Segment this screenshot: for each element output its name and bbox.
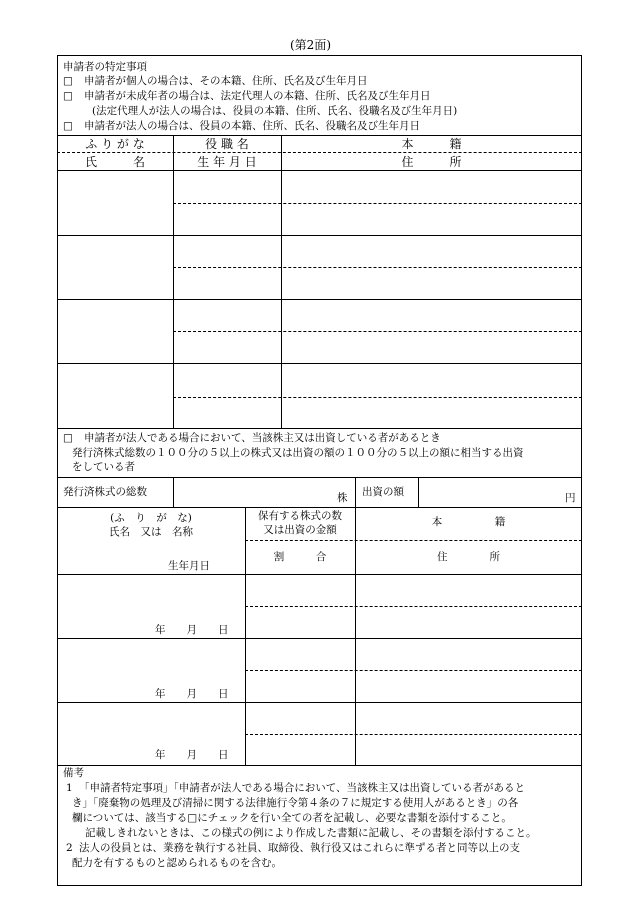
row2-bottom bbox=[57, 299, 582, 300]
note1-line4: 記載しきれないときは、この様式の例により作成した書類に記載し、その書類を添付すること。 bbox=[85, 827, 537, 839]
row4-mid-line bbox=[173, 397, 582, 398]
section2-title: 申請者が法人である場合において、当該株主又は出資している者があるとき bbox=[84, 432, 441, 444]
table1-header-divider bbox=[57, 152, 582, 153]
note1-line2: き」「廃棄物の処理及び清掃に関する法律施行令第４条の７に規定する使用人があるとき」の各 bbox=[72, 797, 519, 809]
table2-bottom bbox=[57, 765, 582, 766]
shares-label-divider bbox=[173, 477, 174, 507]
table2-col-divider-1 bbox=[245, 507, 246, 765]
capital-label: 出資の額 bbox=[362, 486, 404, 498]
item-individual: 申請者が個人の場合は、その本籍、住所、氏名及び生年月日 bbox=[84, 75, 368, 87]
shares-row-top bbox=[57, 477, 582, 478]
shares-unit: 株 bbox=[337, 492, 348, 504]
note2-line1: 法人の役員とは、業務を執行する社員、取締役、執行役又はこれらに準ずる者と同等以上の支 bbox=[79, 842, 520, 854]
checkbox-minor[interactable]: □ bbox=[63, 90, 73, 102]
header2-birth: 生年月日 bbox=[168, 560, 210, 572]
row2-mid-line bbox=[173, 267, 582, 268]
header-jusho: 住 所 bbox=[401, 155, 462, 169]
row2-1-date: 年 月 日 bbox=[155, 624, 229, 636]
item-minor-subnote: (法定代理人が法人の場合は、役員の本籍、住所、氏名、役職名及び生年月日) bbox=[92, 105, 458, 117]
row2-2-mid bbox=[245, 670, 582, 671]
header2-furigana: (ふ り が な) bbox=[110, 512, 192, 524]
header-yakushoku: 役 職 名 bbox=[205, 137, 249, 151]
remarks-title: 備考 bbox=[63, 767, 84, 779]
shares-capital-divider bbox=[355, 477, 356, 507]
table1-col-divider-1 bbox=[173, 135, 174, 428]
note1-line1: 「申請者特定事項」「申請者が法人である場合において、当該株主又は出資している者があると bbox=[79, 782, 526, 794]
header-shimei: 氏 名 bbox=[84, 155, 145, 169]
row1-bottom bbox=[57, 235, 582, 236]
section2-desc-1: 発行済株式総数の１００分の５以上の株式又は出資の額の１００分の５以上の額に相当する出資 bbox=[72, 447, 524, 459]
row2-3-mid bbox=[245, 734, 582, 735]
row2-1-bottom bbox=[57, 638, 582, 639]
table1-col-divider-2 bbox=[281, 135, 282, 428]
row1-mid-line bbox=[173, 203, 582, 204]
table2-col-divider-2 bbox=[355, 507, 356, 765]
row4-bottom bbox=[57, 428, 582, 429]
table2-top-line bbox=[57, 507, 582, 508]
table1-top-line bbox=[57, 135, 582, 136]
page-label: (第2面) bbox=[290, 38, 331, 52]
item-corporation: 申請者が法人の場合は、役員の本籍、住所、氏名、役職名及び生年月日 bbox=[84, 120, 420, 132]
header2-name: 氏名 又は 名称 bbox=[109, 526, 193, 538]
row2-2-bottom bbox=[57, 702, 582, 703]
note2-number: 2 bbox=[66, 842, 73, 854]
header2-holdings-2: 又は出資の金額 bbox=[263, 524, 337, 536]
note1-line3: 欄については、該当する□にチェックを行い全ての者を記載し、必要な書類を添付すること。 bbox=[72, 812, 512, 824]
row2-3-date: 年 月 日 bbox=[155, 749, 229, 761]
table2-header-divider bbox=[245, 540, 582, 541]
row3-mid-line bbox=[173, 331, 582, 332]
note1-number: 1 bbox=[66, 782, 73, 794]
header2-holdings-1: 保有する株式の数 bbox=[258, 510, 342, 522]
row3-bottom bbox=[57, 363, 582, 364]
section1-title: 申請者の特定事項 bbox=[63, 61, 147, 73]
header2-ratio: 割 合 bbox=[273, 551, 327, 563]
header2-honseki: 本 籍 bbox=[431, 516, 506, 528]
row2-2-date: 年 月 日 bbox=[155, 688, 229, 700]
total-shares-label: 発行済株式の総数 bbox=[63, 486, 147, 498]
header-honseki: 本 籍 bbox=[401, 137, 462, 151]
row2-1-mid bbox=[245, 606, 582, 607]
note2-line2: 配力を有するものと認められるものを含む。 bbox=[72, 857, 282, 869]
table1-header-bottom bbox=[57, 170, 582, 171]
header2-jusho: 住 所 bbox=[437, 551, 500, 563]
header-seinengappi: 生 年 月 日 bbox=[197, 155, 257, 169]
header-furigana: ふ り が な bbox=[85, 137, 145, 151]
item-minor: 申請者が未成年者の場合は、法定代理人の本籍、住所、氏名及び生年月日 bbox=[84, 90, 431, 102]
checkbox-shareholder[interactable]: □ bbox=[63, 432, 73, 444]
form-frame bbox=[57, 55, 582, 886]
checkbox-corporation[interactable]: □ bbox=[63, 120, 73, 132]
table2-header-bottom bbox=[57, 574, 582, 575]
yen-unit: 円 bbox=[565, 492, 576, 504]
section2-desc-2: をしている者 bbox=[72, 461, 135, 473]
capital-label-divider bbox=[418, 477, 419, 507]
checkbox-individual[interactable]: □ bbox=[63, 75, 73, 87]
